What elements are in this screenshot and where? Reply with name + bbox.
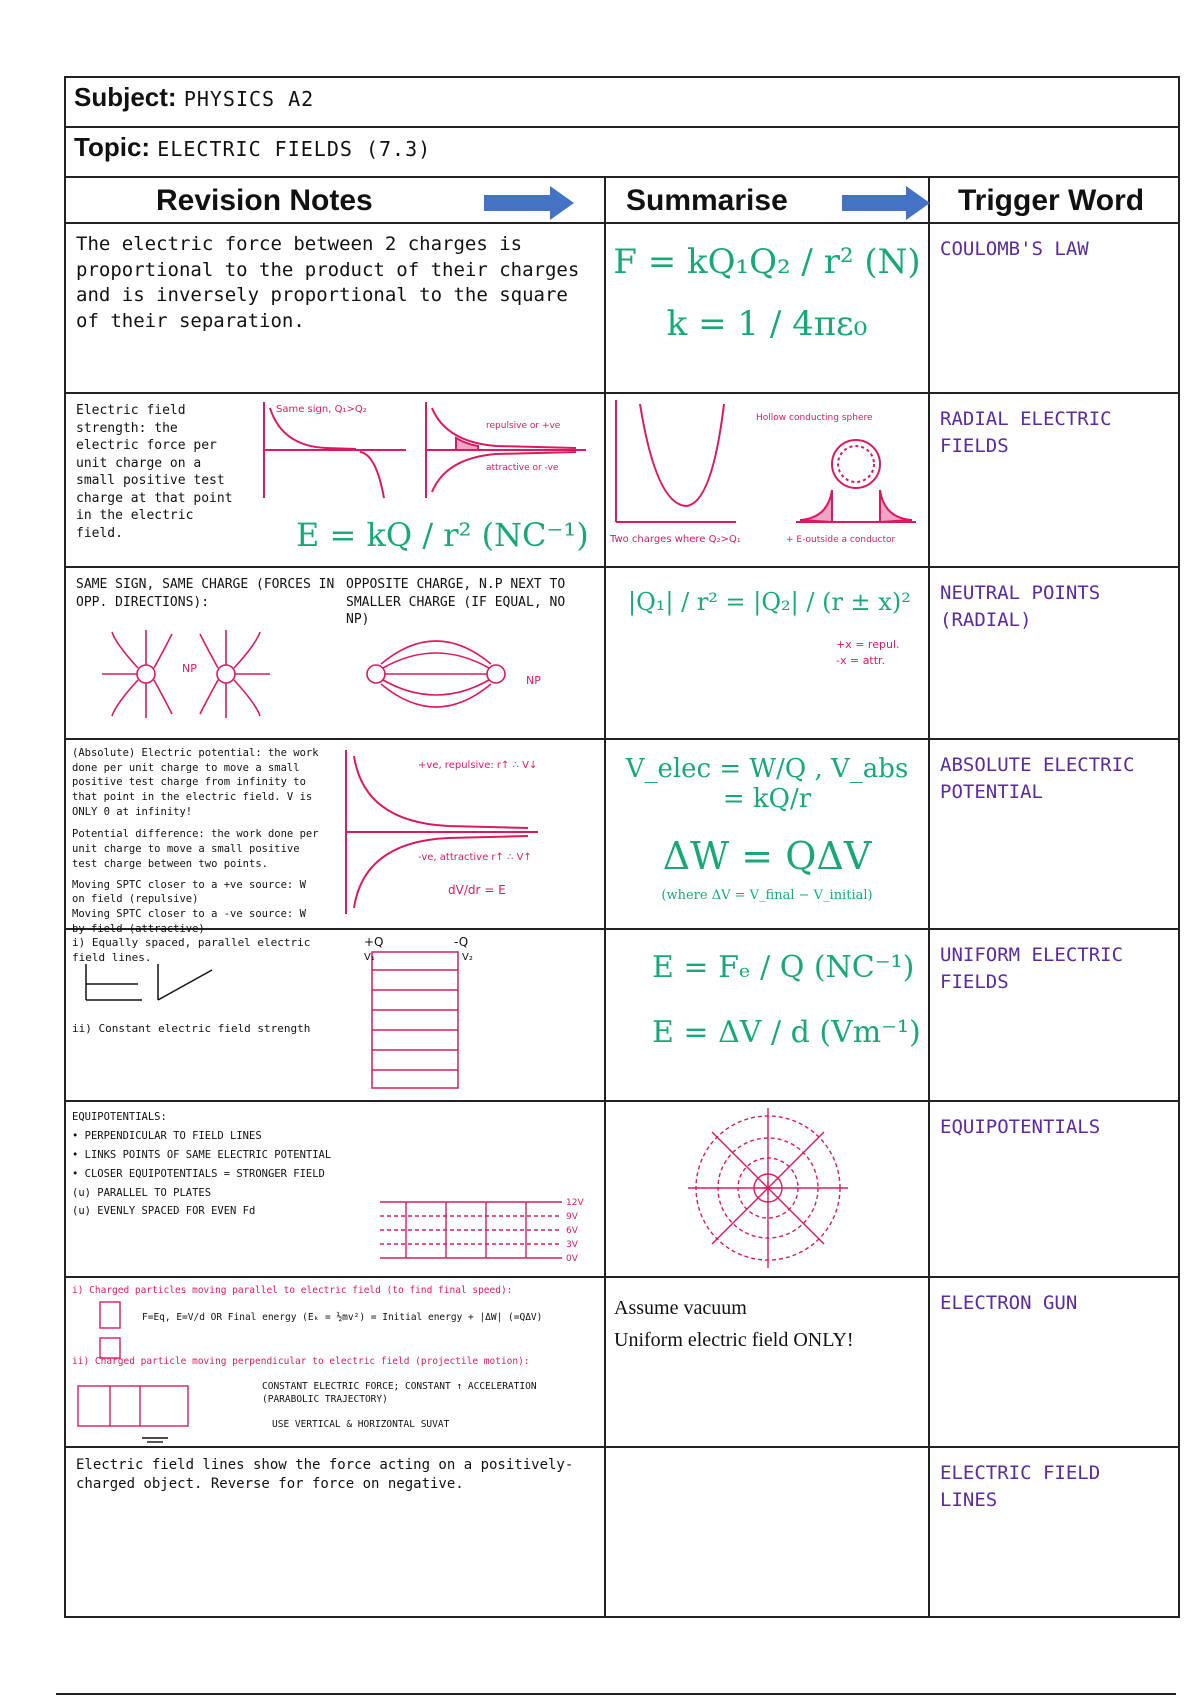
potential-definition: (Absolute) Electric potential: the work done per unit charge to move a small positive test charge from infinity to that point in the electric field. V is ONLY 0 at infinity! — [72, 747, 319, 818]
revision-table — [64, 76, 1180, 1618]
trigger-word: RADIAL ELECTRIC FIELDS — [940, 408, 1112, 457]
graph-label: repulsive or +ve — [486, 421, 561, 431]
gun-note: i) Charged particles moving parallel to electric field (to find final speed): — [72, 1285, 513, 1296]
topic-value: ELECTRIC FIELDS (7.3) — [157, 137, 432, 161]
notes-text: The electric force between 2 charges is proportional to the product of their charges and is inversely proportional to the square of their separation. — [76, 233, 580, 332]
field-line-diagrams — [76, 624, 596, 724]
trigger-cell — [929, 1277, 1179, 1447]
topic-label: Topic: — [74, 132, 151, 162]
summary-cell — [605, 1101, 929, 1277]
page-footer-line — [56, 1693, 1176, 1695]
subject-value: PHYSICS A2 — [183, 87, 315, 111]
voltage-label: 3V — [566, 1240, 578, 1250]
header-trigger-word — [929, 177, 1179, 223]
summary-cell — [605, 1277, 929, 1447]
row-coulombs-law — [65, 223, 1179, 393]
notes-cell — [65, 739, 605, 935]
trigger-word: EQUIPOTENTIALS — [940, 1116, 1101, 1138]
plate-label: V₂ — [462, 952, 473, 963]
parallel-plates-diagram — [364, 934, 594, 1096]
right-arrow-icon — [842, 186, 932, 220]
plate-label: V₁ — [364, 952, 375, 963]
trigger-cell — [929, 1101, 1179, 1277]
notes-text: Electric field strength: the electric force per unit charge on a small positive test charge at that point in the electric field. — [76, 403, 233, 541]
topic-row — [65, 127, 1179, 177]
voltage-label: 12V — [566, 1198, 584, 1208]
assumption-vacuum: Assume vacuum — [614, 1297, 747, 1319]
summarise-heading: Summarise — [626, 184, 788, 217]
notes-text: Electric field lines show the force acting on a positively-charged object. Reverse for force on negative. — [76, 1457, 574, 1492]
trigger-cell — [929, 393, 1179, 567]
summary-cell — [605, 1447, 929, 1617]
uniform-note: i) Equally spaced, parallel electric field lines. — [72, 936, 311, 964]
equip-note: • PERPENDICULAR TO FIELD LINES — [72, 1129, 262, 1142]
uniform-graph-sketches — [72, 960, 222, 1010]
right-arrow-icon — [484, 186, 576, 220]
uniform-note: ii) Constant electric field strength — [72, 1022, 311, 1035]
equip-note: (u) PARALLEL TO PLATES — [72, 1186, 212, 1199]
graph-label: Same sign, Q₁>Q₂ — [276, 404, 367, 415]
radial-field-sketches — [606, 394, 924, 564]
gun-note: CONSTANT ELECTRIC FORCE; CONSTANT ↑ ACCELERATION (PARABOLIC TRAJECTORY) — [262, 1380, 537, 1406]
header-revision-notes — [65, 177, 605, 223]
trigger-cell — [929, 739, 1179, 929]
graph-label: attractive or -ve — [486, 463, 559, 473]
trigger-word: NEUTRAL POINTS (RADIAL) — [940, 582, 1101, 631]
trigger-cell — [929, 223, 1179, 393]
trigger-cell — [929, 1447, 1179, 1617]
potential-formula: V_elec = W/Q , V_abs = kQ/r — [625, 754, 909, 814]
trigger-word: ABSOLUTE ELECTRIC POTENTIAL — [940, 754, 1135, 803]
trigger-word: COULOMB'S LAW — [940, 238, 1089, 260]
equip-note: • LINKS POINTS OF SAME ELECTRIC POTENTIAL — [72, 1148, 332, 1161]
coulomb-formula: F = kQ₁Q₂ / r² (N) — [613, 242, 921, 282]
trigger-cell — [929, 567, 1179, 739]
subject-row — [65, 77, 1179, 127]
summary-cell — [605, 567, 929, 739]
notes-cell — [65, 1101, 605, 1277]
work-formula: ΔW = QΔV — [662, 834, 872, 878]
delta-v-note: (where ΔV = V_final − V_initial) — [661, 888, 873, 903]
np-label: NP — [526, 674, 541, 687]
notes-cell — [65, 1447, 605, 1617]
gun-note: F=Eq, E=V/d OR Final energy (Eₖ = ½mv²) = Initial energy + |ΔW| (=QΔV) — [142, 1312, 543, 1324]
neutral-point-formula: |Q₁| / r² = |Q₂| / (r ± x)² — [628, 588, 911, 616]
voltage-label: 6V — [566, 1226, 578, 1236]
revision-notes-heading: Revision Notes — [156, 184, 373, 217]
sketch-label: + E-outside a conductor — [786, 535, 896, 545]
graph-label: +ve, repulsive: r↑ ∴ V↓ — [418, 760, 538, 771]
row-electric-potential — [65, 739, 1179, 929]
uniform-equipotential-diagram — [376, 1194, 596, 1270]
np-label: NP — [182, 662, 197, 675]
graph-label: -ve, attractive r↑ ∴ V↑ — [418, 852, 532, 863]
field-strength-formula: E = kQ / r² (NC⁻¹) — [296, 516, 589, 554]
header-summarise — [605, 177, 929, 223]
moving-note: Moving SPTC closer to a +ve source: W on field (repulsive) — [72, 878, 306, 906]
voltage-label: 9V — [566, 1212, 578, 1222]
plate-label: -Q — [454, 935, 469, 949]
uniform-formula-force: E = Fₑ / Q (NC⁻¹) — [652, 950, 915, 985]
equip-note: EQUIPOTENTIALS: — [72, 1111, 167, 1123]
sketch-label: Hollow conducting sphere — [756, 413, 873, 423]
summary-cell — [605, 223, 929, 393]
moving-note: Moving SPTC closer to a -ve source: W by field (attractive) — [72, 907, 306, 935]
notes-cell — [65, 567, 605, 739]
trigger-word: UNIFORM ELECTRIC FIELDS — [940, 944, 1124, 993]
equip-note: (u) EVENLY SPACED FOR EVEN Fd — [72, 1205, 256, 1218]
graph-label: dV/dr = E — [448, 883, 506, 897]
uniform-formula-pd: E = ΔV / d (Vm⁻¹) — [652, 1015, 921, 1050]
voltage-label: 0V — [566, 1254, 578, 1264]
notes-left: SAME SIGN, SAME CHARGE (FORCES IN OPP. DIRECTIONS): — [76, 577, 335, 610]
k-formula: k = 1 / 4πε₀ — [666, 304, 868, 344]
equip-note: • CLOSER EQUIPOTENTIALS = STRONGER FIELD — [72, 1167, 325, 1180]
plate-label: +Q — [364, 935, 384, 949]
gun-note: ii) Charged particle moving perpendicular to electric field (projectile motion): — [72, 1355, 530, 1367]
sign-note: -x = attr. — [836, 654, 886, 667]
gun-note: USE VERTICAL & HORIZONTAL SUVAT — [272, 1419, 450, 1431]
electron-gun-diagrams — [70, 1298, 210, 1448]
row-equipotentials — [65, 1101, 1179, 1277]
trigger-cell — [929, 929, 1179, 1101]
row-uniform-fields — [65, 929, 1179, 1101]
assumption-uniform: Uniform electric field ONLY! — [614, 1329, 854, 1351]
summary-cell — [605, 393, 929, 567]
potential-graph — [328, 744, 598, 924]
notes-cell — [65, 929, 605, 1101]
trigger-word: ELECTRON GUN — [940, 1292, 1078, 1314]
radial-equipotential-diagram — [606, 1102, 926, 1272]
notes-cell — [65, 223, 605, 393]
trigger-word: ELECTRIC FIELD LINES — [940, 1462, 1101, 1511]
notes-cell — [65, 393, 605, 567]
subject-label: Subject: — [74, 82, 177, 112]
row-electron-gun — [65, 1277, 1179, 1447]
summary-cell — [605, 929, 929, 1101]
sketch-label: Two charges where Q₂>Q₁ — [610, 534, 741, 545]
revision-sheet — [64, 76, 1178, 1626]
row-radial-fields — [65, 393, 1179, 567]
pd-definition: Potential difference: the work done per unit charge to move a small positive test charge between two points. — [72, 828, 319, 870]
notes-right: OPPOSITE CHARGE, N.P NEXT TO SMALLER CHARGE (IF EQUAL, NO NP) — [346, 577, 566, 628]
row-field-lines — [65, 1447, 1179, 1617]
notes-cell — [65, 1277, 605, 1447]
sign-note: +x = repul. — [836, 638, 900, 651]
field-strength-graphs — [256, 398, 596, 516]
trigger-word-heading: Trigger Word — [958, 184, 1145, 217]
row-neutral-points — [65, 567, 1179, 739]
summary-cell — [605, 739, 929, 929]
